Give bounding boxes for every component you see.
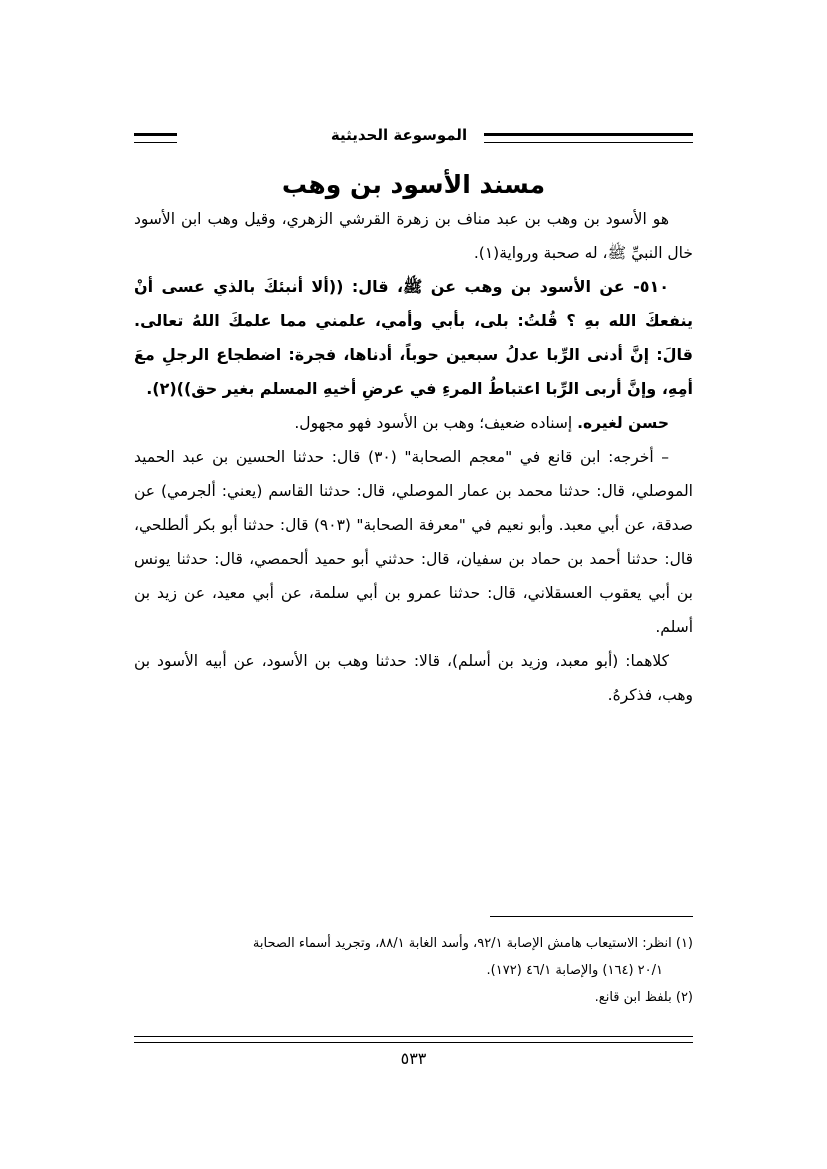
running-header xyxy=(134,126,693,156)
intro-paragraph: هو الأسود بن وهب بن عبد مناف بن زهرة القرشي الزهري، وقيل وهب ابن الأسود خال النبيِّ ﷺ، له صحبة ورواية(١). xyxy=(134,210,693,262)
bottom-rule xyxy=(134,1036,693,1043)
takhrij-paragraph: – أخرجه: ابن قانع في "معجم الصحابة" (٣٠) قال: حدثنا الحسين بن عبد الحميد الموصلي، قال: حدثنا محمد بن عمار الموصلي، قال: حدثنا القاسم (يعني: ألجرمي) عن صدقة، عن أبي معبد. وأبو نعيم في "معرفة الصحابة" (٩٠٣) قال: حدثنا أبو بكر ألطلحي، قال: حدثنا أحمد بن حماد بن سفيان، قال: حدثني أبو حميد ألحمصي، قال: حدثنا يونس بن أبي يعقوب العسقلاني، قال: حدثنا عمرو بن أبي سلمة، عن أبي معيد، عن زيد بن أسلم. xyxy=(134,448,693,636)
grading-label: حسن لغيره. xyxy=(577,414,669,432)
main-text xyxy=(134,202,693,712)
header-rule-right xyxy=(484,133,693,143)
hadith-paragraph: ٥١٠- عن الأسود بن وهب عن ﷺ، قال: ((ألا أنبئكَ بالذي عسى أنْ ينفعكَ الله بهِ ؟ قُلتُ: بلى، بأبي وأمي، علمني مما علمكَ اللهُ تعالى. قالَ: إنَّ أدنى الرِّبا عدلُ سبعين حوباً، أدناها، فجرة: اضطجاع الرجلِ معَ أمِهِ، وإنَّ أربى الرِّبا اعتباطُ المرءِ في عرضِ أخيهِ المسلم بغير حق))(٢). xyxy=(134,277,693,398)
grading-text: إسناده ضعيف؛ وهب بن الأسود فهو مجهول. xyxy=(294,414,578,432)
footnote-separator xyxy=(490,916,693,917)
header-rule-left xyxy=(134,133,177,143)
page-number: ٥٣٣ xyxy=(400,1049,427,1068)
chapter-title: مسند الأسود بن وهب xyxy=(281,170,546,199)
footnotes xyxy=(134,930,693,1011)
footnote-1-line-1: (١) انظر: الاستيعاب هامش الإصابة ٩٢/١، وأسد الغابة ٨٨/١، وتجريد أسماء الصحابة xyxy=(252,936,693,951)
footnote-2: (٢) بلفظ ابن قانع. xyxy=(594,990,693,1005)
conclusion-paragraph: كلاهما: (أبو معبد، وزيد بن أسلم)، قالا: حدثنا وهب بن الأسود، عن أبيه الأسود بن وهب، فذكرهُ. xyxy=(134,652,693,704)
footnote-1-line-2: ٢٠/١ (١٦٤) والإصابة ٤٦/١ (١٧٢). xyxy=(486,963,663,978)
grading-paragraph xyxy=(134,406,693,440)
header-title: الموسوعة الحديثية xyxy=(330,126,468,144)
